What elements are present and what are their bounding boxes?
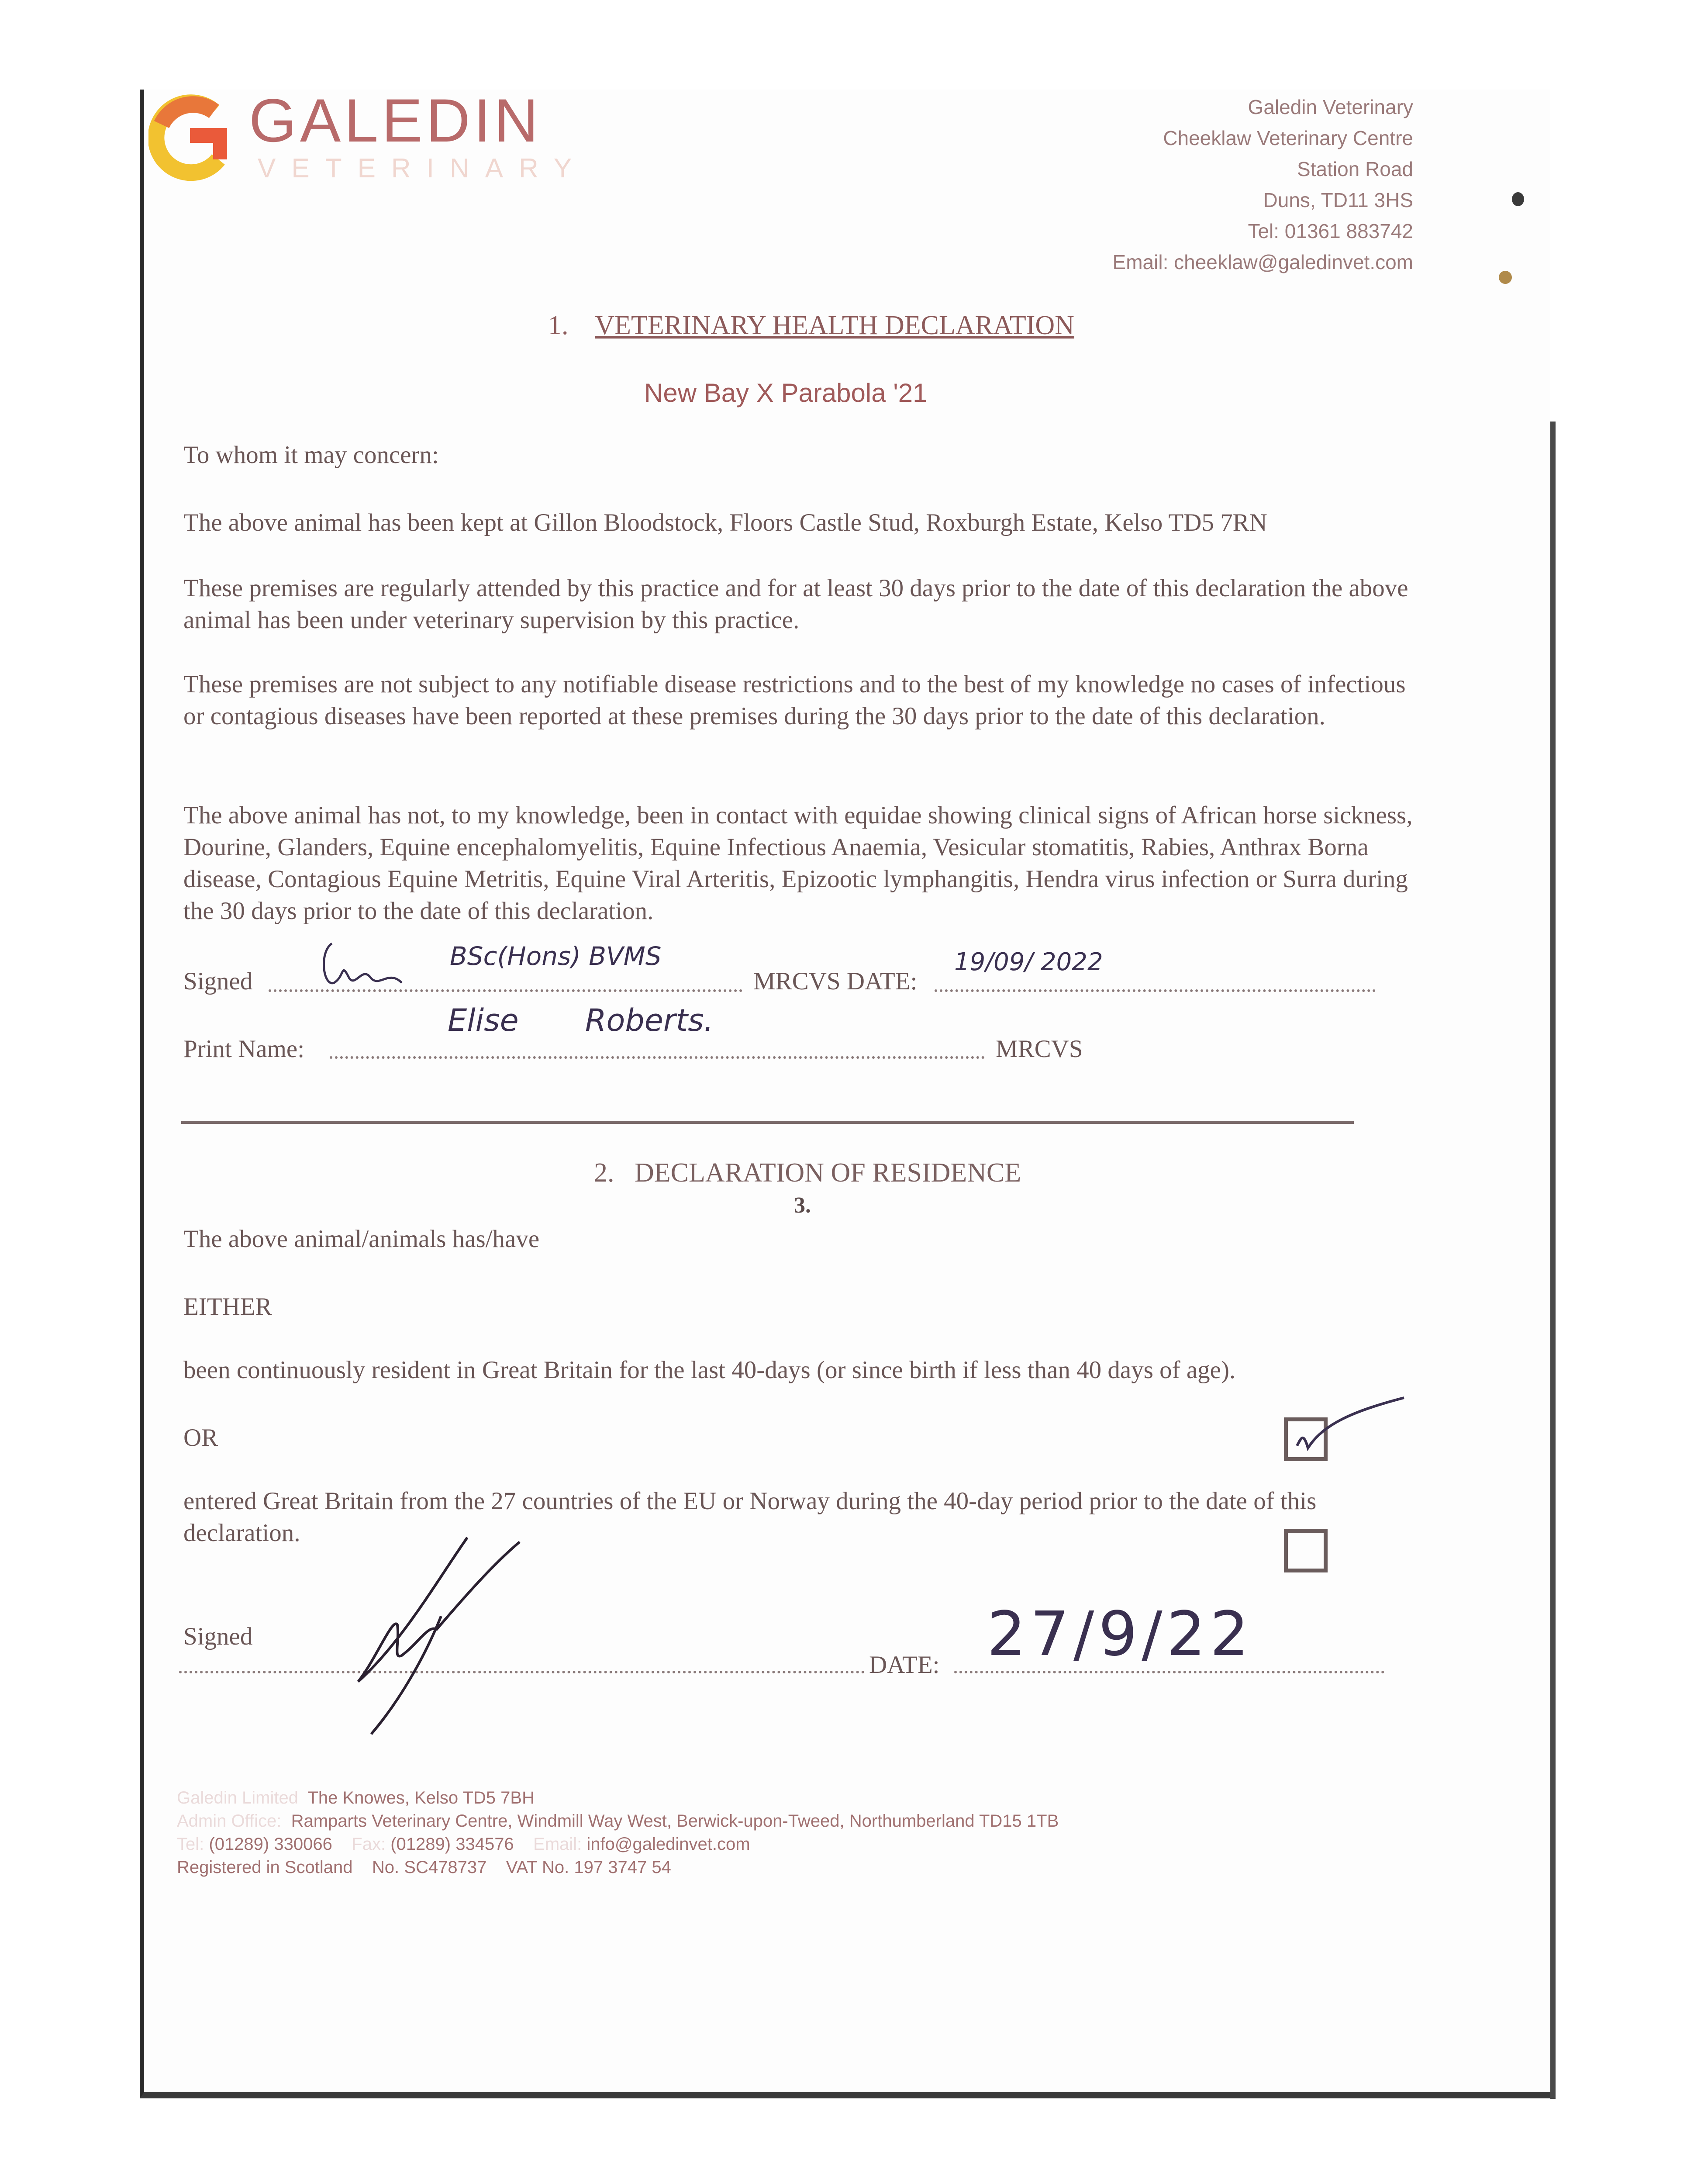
footer-company (177, 1787, 1312, 1810)
date-line (935, 989, 1376, 992)
stray-number: 3. (794, 1193, 811, 1218)
signed-label: Signed (183, 968, 253, 995)
scan-speck (1499, 271, 1512, 284)
print-name-line (330, 1056, 985, 1059)
section1-number: 1. (548, 311, 569, 340)
brand-subtitle: VETERINARY (258, 153, 588, 183)
footer-company-no: No. SC478737 (372, 1858, 487, 1877)
vet-signature-icon (314, 935, 411, 1000)
address-line: Station Road (1297, 158, 1413, 180)
print-name-value: Elise Roberts. (448, 1002, 714, 1038)
address-line: Duns, TD11 3HS (1263, 189, 1413, 211)
scan-speck (1512, 192, 1524, 206)
owner-signature-icon (349, 1529, 533, 1738)
address-line: Tel: 01361 883742 (1248, 220, 1413, 242)
mrcvs-date-label: MRCVS DATE: (753, 968, 918, 995)
declaration-date-2: 27/9/22 (987, 1599, 1253, 1670)
animal-name: New Bay X Parabola '21 (644, 378, 928, 408)
section1-heading (548, 310, 1074, 341)
address-line: Email: cheeklaw@galedinvet.com (1112, 251, 1413, 273)
or-label: OR (183, 1424, 218, 1451)
footer-fax-label: Fax: (352, 1835, 386, 1854)
galedin-logo-icon (148, 94, 227, 188)
either-label: EITHER (183, 1293, 272, 1320)
footer-admin (177, 1810, 1312, 1833)
paragraph-restrictions: These premises are not subject to any notifiable disease restrictions and to the best of my knowledge no cases of infectious or contagious diseases have been reported at these premises during the 30 days prior to the date of this declaration. (183, 670, 1406, 730)
footer-registration (177, 1856, 1312, 1879)
option-continuous-residence: been continuously resident in Great Britain for the last 40-days (or since birth if less than 40 days of age). (183, 1356, 1236, 1384)
footer-vat-no: VAT No. 197 3747 54 (506, 1858, 671, 1877)
residence-date-label: DATE: (869, 1651, 940, 1679)
footer-fax: (01289) 334576 (390, 1835, 514, 1854)
brand-name: GALEDIN (249, 86, 542, 155)
footer-email: info@galedinvet.com (586, 1835, 750, 1854)
footer-admin-address: Ramparts Veterinary Centre, Windmill Way West, Berwick-upon-Tweed, Northumberland TD15 1TB (291, 1811, 1059, 1831)
checkmark-icon (1284, 1389, 1406, 1468)
footer-email-label: Email: (533, 1835, 582, 1854)
footer-company-label: Galedin Limited (177, 1788, 298, 1807)
residence-signed-label: Signed (183, 1623, 253, 1650)
section1-title: VETERINARY HEALTH DECLARATION (595, 311, 1074, 340)
salutation: To whom it may concern: (183, 441, 439, 469)
footer-registered: Registered in Scotland (177, 1858, 353, 1877)
declaration-date-1: 19/09/ 2022 (954, 948, 1103, 976)
address-line: Cheeklaw Veterinary Centre (1163, 127, 1413, 149)
footer-contacts (177, 1833, 1312, 1856)
option-entered-gb: entered Great Britain from the 27 countries of the EU or Norway during the 40-day period prior to the date of this declaration. (183, 1487, 1317, 1547)
paragraph-supervision: These premises are regularly attended by this practice and for at least 30 days prior to the date of this declaration the above animal has been under veterinary supervision by this practice. (183, 574, 1408, 634)
signature-qualifications: BSc(Hons) BVMS (450, 941, 662, 971)
footer-admin-label: Admin Office: (177, 1811, 282, 1831)
checkbox-entered-gb[interactable] (1284, 1529, 1328, 1572)
mrcvs-suffix: MRCVS (996, 1035, 1083, 1063)
paragraph-contact: The above animal has not, to my knowledge, been in contact with equidae showing clinical signs of African horse sickness, Dourine, Glanders, Equine encephalomyelitis, Equine Infectious Anaemia, Vesicular stomatitis, Rabies, Anthrax Borna disease, Contagious Equine Metritis, Equine Viral Arteritis, Epizootic lymphangitis, Hendra virus infection or Surra during the 30 days prior to the date of this declaration. (183, 802, 1413, 925)
footer-tel-label: Tel: (177, 1835, 204, 1854)
section2-heading (594, 1158, 1021, 1189)
residence-intro: The above animal/animals has/have (183, 1225, 540, 1253)
footer-company-address: The Knowes, Kelso TD5 7BH (307, 1788, 535, 1807)
address-line: Galedin Veterinary (1248, 96, 1413, 118)
section2-number: 2. (594, 1158, 614, 1188)
section2-title: DECLARATION OF RESIDENCE (635, 1158, 1021, 1188)
print-name-label: Print Name: (183, 1035, 305, 1063)
practice-address (933, 92, 1413, 278)
section-divider (181, 1121, 1354, 1124)
residence-date-line (954, 1671, 1384, 1673)
paragraph-premises: The above animal has been kept at Gillon Bloodstock, Floors Castle Stud, Roxburgh Estate, Kelso TD5 7RN (183, 509, 1267, 536)
footer-tel: (01289) 330066 (209, 1835, 332, 1854)
